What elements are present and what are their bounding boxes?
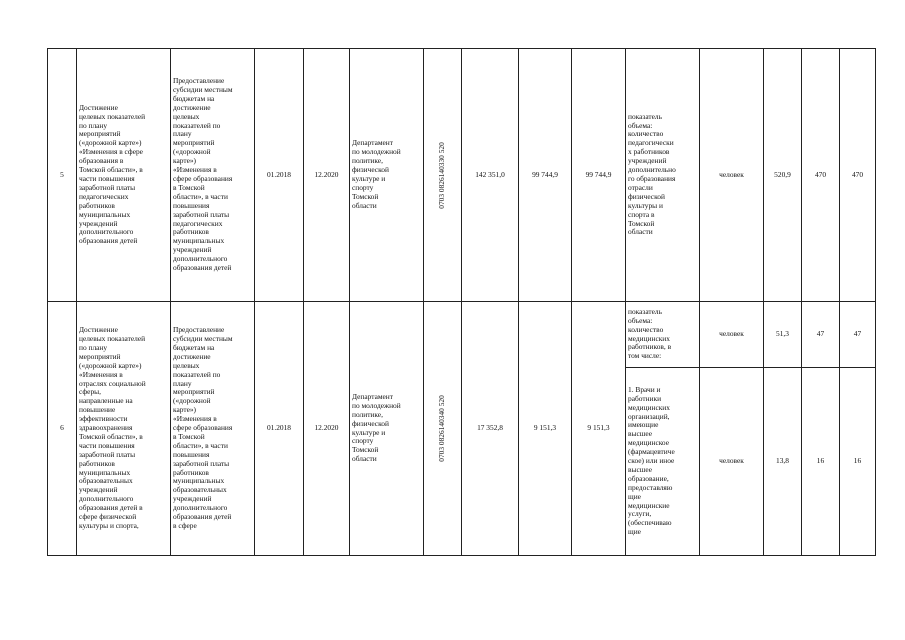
indicator-cell <box>626 368 700 556</box>
activity-text: Предоставление субсидии местным бюджетам на достижение целевых показателей по плану мероприятий («дорожной карте») «Изменения в сфере образования в Томской области», в части повышения заработной платы педагогических работников муниципальных учреждений дополнительного образования детей <box>173 76 233 273</box>
unit-cell: человек <box>700 49 764 302</box>
table-row <box>48 302 876 368</box>
value-2018: 13,8 <box>764 368 802 556</box>
unit-cell: человек <box>700 302 764 368</box>
table-row <box>48 49 876 302</box>
executor-text: Департамент по молодежной политике, физической культуре и спорту Томской области <box>352 138 401 210</box>
sum-regional: 99 744,9 <box>519 49 572 302</box>
executor-cell <box>350 49 424 302</box>
event-name-cell <box>77 302 171 556</box>
event-name-cell <box>77 49 171 302</box>
end-date: 12.2020 <box>304 49 350 302</box>
sum-total: 17 352,8 <box>462 302 519 556</box>
value-2020: 470 <box>840 49 876 302</box>
row-number: 5 <box>48 49 77 302</box>
indicator-text: 1. Врачи и работники медицинских организаций, имеющие высшее медицинское (фармацевтиче ское) или иное высшее образование, предоставляю щие медицинские услуги, (обеспечиваю щие <box>628 384 675 537</box>
indicator-cell <box>626 302 700 368</box>
start-date: 01.2018 <box>255 302 304 556</box>
value-2020: 47 <box>840 302 876 368</box>
value-2020: 16 <box>840 368 876 556</box>
value-2019: 16 <box>802 368 840 556</box>
unit-cell: человек <box>700 368 764 556</box>
activity-cell <box>171 49 255 302</box>
program-activities-table <box>47 48 876 556</box>
value-2018: 51,3 <box>764 302 802 368</box>
indicator-text: показатель объема: количество медицинских работников, в том числе: <box>628 306 672 361</box>
sum-regional: 9 151,3 <box>519 302 572 556</box>
sum-total: 142 351,0 <box>462 49 519 302</box>
indicator-text: показатель объема: количество педагогически х работников учреждений дополнительно го образования отрасли физической культуры и спорта в Томской области <box>628 111 676 237</box>
end-date: 12.2020 <box>304 302 350 556</box>
row-number: 6 <box>48 302 77 556</box>
budget-code: 0703 0826140330 520 <box>437 141 447 209</box>
budget-code: 0703 0826140340 520 <box>437 395 447 462</box>
value-2019: 470 <box>802 49 840 302</box>
executor-text: Департамент по молодежной политике, физической культуре и спорту Томской области <box>352 391 401 464</box>
sum-local: 99 744,9 <box>572 49 626 302</box>
event-name-text: Достижение целевых показателей по плану мероприятий («дорожной карте») «Изменения в сфере образования в Томской области», в части повышения заработной платы педагогических работников муниципальных учреждений дополнительного образования детей <box>79 102 146 246</box>
activity-text: Предоставление субсидии местным бюджетам на достижение целевых показателей по плану мероприятий («дорожной карте») «Изменения в сфере образования в Томской области», в части повышения заработной платы работников муниципальных образовательных учреждений дополнительного образования детей в сфере <box>173 325 233 531</box>
value-2018: 520,9 <box>764 49 802 302</box>
budget-code-cell <box>424 302 462 556</box>
event-name-text: Достижение целевых показателей по плану мероприятий («дорожной карте») «Изменения в отраслях социальной сферы, направленные на повышение эффективности здравоохранения Томской области», в части повышения заработной платы работников муниципальных образовательных учреждений дополнительного образования детей в сфере физической культуры и спорта, <box>79 325 146 531</box>
activity-cell <box>171 302 255 556</box>
executor-cell <box>350 302 424 556</box>
value-2019: 47 <box>802 302 840 368</box>
sum-local: 9 151,3 <box>572 302 626 556</box>
budget-code-cell <box>424 49 462 302</box>
start-date: 01.2018 <box>255 49 304 302</box>
indicator-cell <box>626 49 700 302</box>
